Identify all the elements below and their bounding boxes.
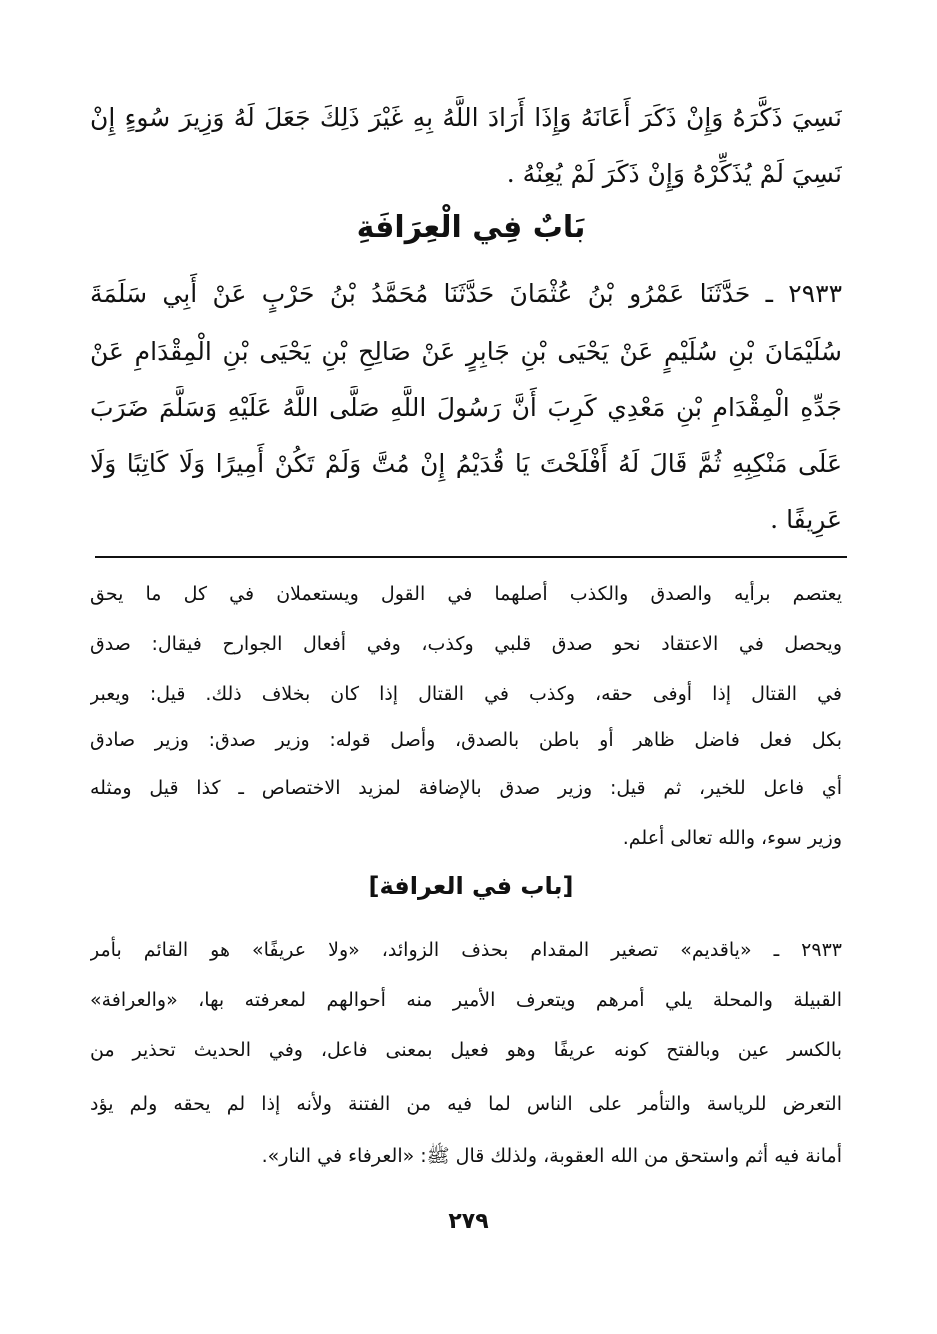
main-text-line: نَسِيَ لَمْ يُذَكِّرْهُ وَإِنْ ذَكَرَ لَمْ يُعِنْهُ . <box>506 159 842 188</box>
commentary-line: القبيلة والمحلة يلي أمرهم ويتعرف الأمير منه أحوالهم لمعرفته بها، «والعرافة» <box>90 989 842 1011</box>
main-text-line: نَسِيَ ذَكَّرَهُ وَإِنْ ذَكَرَ أَعَانَهُ وَإِذَا أَرَادَ اللَّهُ بِهِ غَيْرَ ذَلِكَ جَعَلَ لَهُ وَزِيرَ سُوءٍ إِنْ <box>90 103 842 132</box>
commentary-line: في القتال إذا أوفى حقه، وكذب في القتال إذا كان بخلاف ذلك. قيل: ويعبر <box>90 683 842 705</box>
commentary-line: التعرض للرياسة والتأمر على الناس لما فيه من الفتنة ولأنه إذا لم يحقه ولم يؤد <box>90 1093 842 1115</box>
commentary-line: أي فاعل للخير، ثم قيل: وزير صدق بالإضافة لمزيد الاختصاص ـ كذا قيل ومثله <box>90 777 842 799</box>
commentary-line: يعتصم برأيه والصدق والكذب أصلهما في القول ويستعملان في كل ما يحق <box>90 583 842 605</box>
hadith-line: عَلَى مَنْكِبِهِ ثُمَّ قَالَ لَهُ أَفْلَحْتَ يَا قُدَيْمُ إِنْ مُتَّ وَلَمْ تَكُنْ أَمِيرًا وَلَا كَاتِبًا وَلَا <box>90 449 842 478</box>
commentary-heading: [باب في العرافة] <box>368 872 574 900</box>
commentary-line: بالكسر عين وبالفتح كونه عريفًا وهو فعيل بمعنى فاعل، وفي الحديث تحذير من <box>90 1039 842 1061</box>
commentary-line: وزير سوء، والله تعالى أعلم. <box>622 827 842 849</box>
commentary-line: ويحصل في الاعتقاد نحو صدق قلبي وكذب، وفي أفعال الجوارح فيقال: صدق <box>90 633 842 655</box>
page-number: ٢٧٩ <box>448 1209 489 1234</box>
hadith-line: سُلَيْمَانَ بْنِ سُلَيْمٍ عَنْ يَحْيَى بْنِ جَابِرٍ عَنْ صَالِحِ بْنِ يَحْيَى بْنِ الْمِقْدَامِ عَنْ <box>90 337 842 366</box>
commentary-line: ٢٩٣٣ ـ «ياقديم» تصغير المقدام بحذف الزوائد، «ولا عريفًا» هو القائم بأمر <box>90 939 842 961</box>
hadith-line: عَرِيفًا . <box>770 505 842 534</box>
hadith-line: جَدِّهِ الْمِقْدَامِ بْنِ مَعْدِي كَرِبَ أَنَّ رَسُولَ اللَّهِ صَلَّى اللَّهُ عَلَيْهِ وَسَلَّمَ ضَرَبَ <box>90 393 842 422</box>
hadith-line: ٢٩٣٣ ـ حَدَّثَنَا عَمْرُو بْنُ عُثْمَانَ حَدَّثَنَا مُحَمَّدُ بْنُ حَرْبٍ عَنْ أَبِي سَلَمَةَ <box>90 279 842 308</box>
footnote-divider <box>95 556 847 558</box>
commentary-line: بكل فعل فاضل ظاهر أو باطن بالصدق، وأصل قوله: وزير صدق: وزير صادق <box>90 729 842 751</box>
commentary-line: أمانة فيه أثم واستحق من الله العقوبة، ولذلك قال ﷺ: «العرفاء في النار». <box>261 1145 842 1167</box>
section-heading: بَابٌ فِي الْعِرَافَةِ <box>356 210 586 245</box>
